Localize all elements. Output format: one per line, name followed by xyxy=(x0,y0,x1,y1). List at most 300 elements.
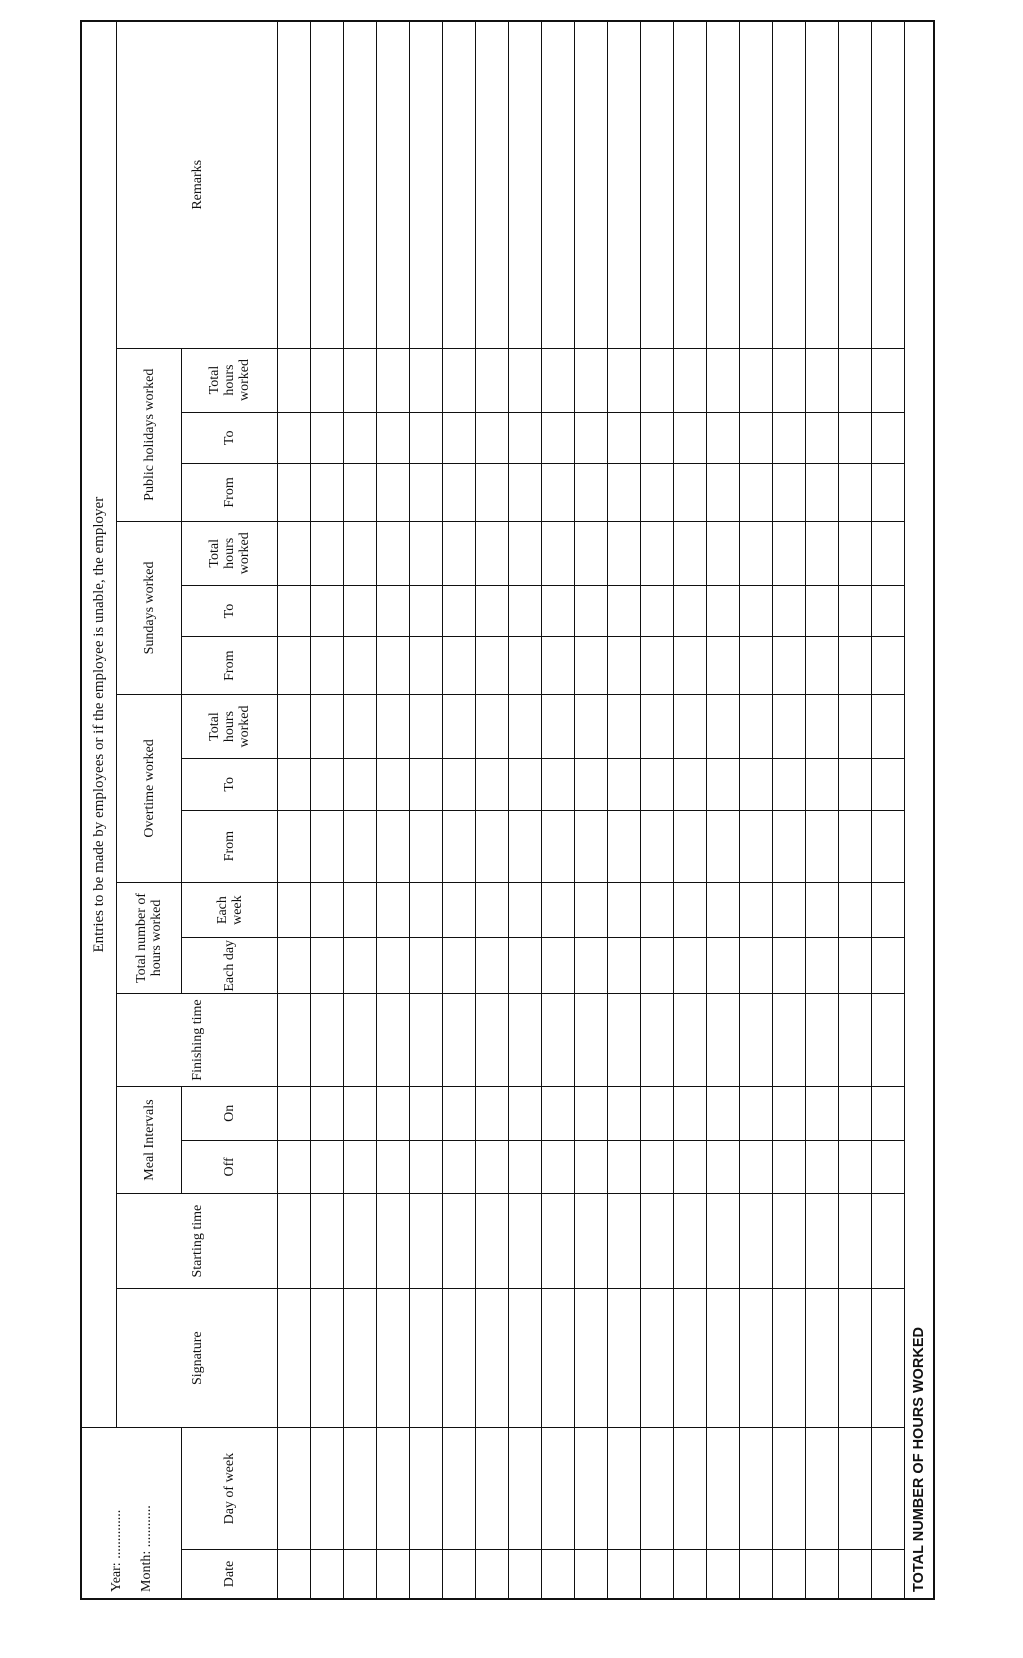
entry-cell[interactable] xyxy=(542,1140,575,1194)
entry-cell[interactable] xyxy=(872,994,905,1087)
entry-cell[interactable] xyxy=(344,1289,377,1428)
entry-cell[interactable] xyxy=(377,1194,410,1289)
entry-cell[interactable] xyxy=(608,348,641,412)
entry-cell[interactable] xyxy=(443,1086,476,1140)
entry-cell[interactable] xyxy=(773,464,806,522)
entry-cell[interactable] xyxy=(674,585,707,637)
entry-cell[interactable] xyxy=(641,412,674,464)
entry-cell[interactable] xyxy=(806,882,839,938)
entry-cell[interactable] xyxy=(608,637,641,695)
entry-cell[interactable] xyxy=(410,695,443,759)
entry-cell[interactable] xyxy=(377,1428,410,1550)
entry-cell[interactable] xyxy=(476,759,509,811)
entry-cell[interactable] xyxy=(740,348,773,412)
entry-cell[interactable] xyxy=(872,21,905,348)
entry-cell[interactable] xyxy=(839,348,872,412)
entry-cell[interactable] xyxy=(509,994,542,1087)
entry-cell[interactable] xyxy=(641,1086,674,1140)
entry-cell[interactable] xyxy=(377,348,410,412)
entry-cell[interactable] xyxy=(608,521,641,585)
entry-cell[interactable] xyxy=(575,1194,608,1289)
entry-cell[interactable] xyxy=(575,938,608,994)
entry-cell[interactable] xyxy=(872,1140,905,1194)
entry-cell[interactable] xyxy=(608,810,641,882)
entry-cell[interactable] xyxy=(707,21,740,348)
entry-cell[interactable] xyxy=(311,464,344,522)
entry-cell[interactable] xyxy=(839,1428,872,1550)
entry-cell[interactable] xyxy=(674,695,707,759)
entry-cell[interactable] xyxy=(476,348,509,412)
entry-cell[interactable] xyxy=(575,1550,608,1600)
entry-cell[interactable] xyxy=(344,585,377,637)
entry-cell[interactable] xyxy=(839,994,872,1087)
entry-cell[interactable] xyxy=(311,637,344,695)
entry-cell[interactable] xyxy=(839,1140,872,1194)
entry-cell[interactable] xyxy=(278,412,311,464)
entry-cell[interactable] xyxy=(311,810,344,882)
entry-cell[interactable] xyxy=(707,637,740,695)
entry-cell[interactable] xyxy=(476,1289,509,1428)
entry-cell[interactable] xyxy=(806,1140,839,1194)
entry-cell[interactable] xyxy=(641,1550,674,1600)
entry-cell[interactable] xyxy=(806,695,839,759)
entry-cell[interactable] xyxy=(575,994,608,1087)
entry-cell[interactable] xyxy=(839,1086,872,1140)
entry-cell[interactable] xyxy=(773,1550,806,1600)
entry-cell[interactable] xyxy=(641,882,674,938)
entry-cell[interactable] xyxy=(839,882,872,938)
entry-cell[interactable] xyxy=(707,938,740,994)
entry-cell[interactable] xyxy=(608,938,641,994)
entry-cell[interactable] xyxy=(509,1140,542,1194)
entry-cell[interactable] xyxy=(839,759,872,811)
entry-cell[interactable] xyxy=(542,521,575,585)
entry-cell[interactable] xyxy=(443,1428,476,1550)
entry-cell[interactable] xyxy=(773,1194,806,1289)
entry-cell[interactable] xyxy=(542,994,575,1087)
entry-cell[interactable] xyxy=(641,938,674,994)
entry-cell[interactable] xyxy=(575,464,608,522)
entry-cell[interactable] xyxy=(377,637,410,695)
entry-cell[interactable] xyxy=(542,637,575,695)
entry-cell[interactable] xyxy=(773,1428,806,1550)
entry-cell[interactable] xyxy=(641,1428,674,1550)
entry-cell[interactable] xyxy=(377,810,410,882)
entry-cell[interactable] xyxy=(872,759,905,811)
entry-cell[interactable] xyxy=(707,695,740,759)
entry-cell[interactable] xyxy=(707,521,740,585)
entry-cell[interactable] xyxy=(806,810,839,882)
entry-cell[interactable] xyxy=(509,938,542,994)
entry-cell[interactable] xyxy=(872,938,905,994)
entry-cell[interactable] xyxy=(674,994,707,1087)
entry-cell[interactable] xyxy=(575,1289,608,1428)
entry-cell[interactable] xyxy=(707,1086,740,1140)
entry-cell[interactable] xyxy=(377,1140,410,1194)
entry-cell[interactable] xyxy=(377,1289,410,1428)
entry-cell[interactable] xyxy=(608,882,641,938)
entry-cell[interactable] xyxy=(410,348,443,412)
entry-cell[interactable] xyxy=(377,994,410,1087)
entry-cell[interactable] xyxy=(278,759,311,811)
entry-cell[interactable] xyxy=(509,585,542,637)
entry-cell[interactable] xyxy=(278,1289,311,1428)
entry-cell[interactable] xyxy=(674,759,707,811)
entry-cell[interactable] xyxy=(344,464,377,522)
entry-cell[interactable] xyxy=(410,585,443,637)
entry-cell[interactable] xyxy=(476,938,509,994)
entry-cell[interactable] xyxy=(773,759,806,811)
entry-cell[interactable] xyxy=(740,521,773,585)
entry-cell[interactable] xyxy=(575,585,608,637)
entry-cell[interactable] xyxy=(641,521,674,585)
entry-cell[interactable] xyxy=(410,637,443,695)
entry-cell[interactable] xyxy=(707,1550,740,1600)
entry-cell[interactable] xyxy=(542,810,575,882)
entry-cell[interactable] xyxy=(476,521,509,585)
entry-cell[interactable] xyxy=(773,348,806,412)
entry-cell[interactable] xyxy=(575,348,608,412)
entry-cell[interactable] xyxy=(278,521,311,585)
entry-cell[interactable] xyxy=(773,810,806,882)
entry-cell[interactable] xyxy=(509,810,542,882)
entry-cell[interactable] xyxy=(278,695,311,759)
entry-cell[interactable] xyxy=(542,1550,575,1600)
entry-cell[interactable] xyxy=(344,521,377,585)
entry-cell[interactable] xyxy=(311,1140,344,1194)
entry-cell[interactable] xyxy=(443,882,476,938)
entry-cell[interactable] xyxy=(542,21,575,348)
entry-cell[interactable] xyxy=(476,1428,509,1550)
entry-cell[interactable] xyxy=(509,759,542,811)
entry-cell[interactable] xyxy=(443,21,476,348)
entry-cell[interactable] xyxy=(839,938,872,994)
entry-cell[interactable] xyxy=(344,1086,377,1140)
entry-cell[interactable] xyxy=(377,882,410,938)
entry-cell[interactable] xyxy=(806,1428,839,1550)
entry-cell[interactable] xyxy=(839,1194,872,1289)
entry-cell[interactable] xyxy=(443,585,476,637)
entry-cell[interactable] xyxy=(476,1550,509,1600)
entry-cell[interactable] xyxy=(608,585,641,637)
entry-cell[interactable] xyxy=(344,994,377,1087)
entry-cell[interactable] xyxy=(278,348,311,412)
entry-cell[interactable] xyxy=(674,21,707,348)
entry-cell[interactable] xyxy=(377,464,410,522)
entry-cell[interactable] xyxy=(773,1289,806,1428)
entry-cell[interactable] xyxy=(410,994,443,1087)
entry-cell[interactable] xyxy=(839,1550,872,1600)
entry-cell[interactable] xyxy=(608,1086,641,1140)
entry-cell[interactable] xyxy=(278,585,311,637)
entry-cell[interactable] xyxy=(509,1289,542,1428)
entry-cell[interactable] xyxy=(476,882,509,938)
entry-cell[interactable] xyxy=(740,938,773,994)
entry-cell[interactable] xyxy=(839,695,872,759)
entry-cell[interactable] xyxy=(641,21,674,348)
entry-cell[interactable] xyxy=(377,412,410,464)
entry-cell[interactable] xyxy=(707,1428,740,1550)
entry-cell[interactable] xyxy=(674,810,707,882)
entry-cell[interactable] xyxy=(542,938,575,994)
entry-cell[interactable] xyxy=(707,412,740,464)
entry-cell[interactable] xyxy=(608,464,641,522)
entry-cell[interactable] xyxy=(311,348,344,412)
entry-cell[interactable] xyxy=(410,464,443,522)
entry-cell[interactable] xyxy=(872,695,905,759)
entry-cell[interactable] xyxy=(872,585,905,637)
entry-cell[interactable] xyxy=(608,1289,641,1428)
entry-cell[interactable] xyxy=(839,1289,872,1428)
entry-cell[interactable] xyxy=(443,464,476,522)
entry-cell[interactable] xyxy=(476,21,509,348)
entry-cell[interactable] xyxy=(773,994,806,1087)
entry-cell[interactable] xyxy=(443,994,476,1087)
entry-cell[interactable] xyxy=(641,1140,674,1194)
month-field[interactable]: Month: ............ xyxy=(138,1505,154,1592)
entry-cell[interactable] xyxy=(311,1086,344,1140)
entry-cell[interactable] xyxy=(410,1086,443,1140)
entry-cell[interactable] xyxy=(575,521,608,585)
entry-cell[interactable] xyxy=(542,464,575,522)
entry-cell[interactable] xyxy=(674,1289,707,1428)
entry-cell[interactable] xyxy=(806,1289,839,1428)
entry-cell[interactable] xyxy=(509,464,542,522)
entry-cell[interactable] xyxy=(311,585,344,637)
entry-cell[interactable] xyxy=(542,1428,575,1550)
entry-cell[interactable] xyxy=(377,938,410,994)
entry-cell[interactable] xyxy=(674,464,707,522)
entry-cell[interactable] xyxy=(707,810,740,882)
entry-cell[interactable] xyxy=(575,695,608,759)
entry-cell[interactable] xyxy=(542,348,575,412)
entry-cell[interactable] xyxy=(707,882,740,938)
entry-cell[interactable] xyxy=(344,637,377,695)
entry-cell[interactable] xyxy=(740,695,773,759)
entry-cell[interactable] xyxy=(773,695,806,759)
entry-cell[interactable] xyxy=(740,637,773,695)
entry-cell[interactable] xyxy=(542,412,575,464)
entry-cell[interactable] xyxy=(410,1194,443,1289)
entry-cell[interactable] xyxy=(872,1428,905,1550)
entry-cell[interactable] xyxy=(641,585,674,637)
entry-cell[interactable] xyxy=(806,1194,839,1289)
entry-cell[interactable] xyxy=(608,412,641,464)
entry-cell[interactable] xyxy=(311,412,344,464)
entry-cell[interactable] xyxy=(707,1194,740,1289)
entry-cell[interactable] xyxy=(872,521,905,585)
entry-cell[interactable] xyxy=(641,464,674,522)
entry-cell[interactable] xyxy=(806,412,839,464)
entry-cell[interactable] xyxy=(641,1289,674,1428)
entry-cell[interactable] xyxy=(476,1194,509,1289)
entry-cell[interactable] xyxy=(443,412,476,464)
entry-cell[interactable] xyxy=(344,412,377,464)
entry-cell[interactable] xyxy=(740,1194,773,1289)
entry-cell[interactable] xyxy=(773,1140,806,1194)
entry-cell[interactable] xyxy=(773,21,806,348)
entry-cell[interactable] xyxy=(410,759,443,811)
entry-cell[interactable] xyxy=(707,1289,740,1428)
entry-cell[interactable] xyxy=(839,637,872,695)
entry-cell[interactable] xyxy=(806,759,839,811)
entry-cell[interactable] xyxy=(773,521,806,585)
entry-cell[interactable] xyxy=(311,521,344,585)
entry-cell[interactable] xyxy=(740,1550,773,1600)
entry-cell[interactable] xyxy=(278,1550,311,1600)
entry-cell[interactable] xyxy=(839,810,872,882)
entry-cell[interactable] xyxy=(641,994,674,1087)
entry-cell[interactable] xyxy=(278,810,311,882)
entry-cell[interactable] xyxy=(311,994,344,1087)
entry-cell[interactable] xyxy=(641,1194,674,1289)
entry-cell[interactable] xyxy=(872,1550,905,1600)
entry-cell[interactable] xyxy=(740,1428,773,1550)
entry-cell[interactable] xyxy=(509,882,542,938)
entry-cell[interactable] xyxy=(641,759,674,811)
entry-cell[interactable] xyxy=(806,521,839,585)
entry-cell[interactable] xyxy=(773,637,806,695)
entry-cell[interactable] xyxy=(509,521,542,585)
entry-cell[interactable] xyxy=(344,1550,377,1600)
entry-cell[interactable] xyxy=(377,759,410,811)
entry-cell[interactable] xyxy=(806,1086,839,1140)
entry-cell[interactable] xyxy=(344,1194,377,1289)
entry-cell[interactable] xyxy=(311,695,344,759)
entry-cell[interactable] xyxy=(707,464,740,522)
entry-cell[interactable] xyxy=(278,994,311,1087)
entry-cell[interactable] xyxy=(641,348,674,412)
entry-cell[interactable] xyxy=(740,464,773,522)
entry-cell[interactable] xyxy=(806,21,839,348)
entry-cell[interactable] xyxy=(575,1140,608,1194)
entry-cell[interactable] xyxy=(344,1140,377,1194)
entry-cell[interactable] xyxy=(311,1428,344,1550)
entry-cell[interactable] xyxy=(707,348,740,412)
entry-cell[interactable] xyxy=(377,695,410,759)
entry-cell[interactable] xyxy=(575,882,608,938)
entry-cell[interactable] xyxy=(773,1086,806,1140)
entry-cell[interactable] xyxy=(377,1086,410,1140)
entry-cell[interactable] xyxy=(476,464,509,522)
entry-cell[interactable] xyxy=(278,1086,311,1140)
entry-cell[interactable] xyxy=(740,1289,773,1428)
entry-cell[interactable] xyxy=(377,21,410,348)
entry-cell[interactable] xyxy=(344,695,377,759)
entry-cell[interactable] xyxy=(839,464,872,522)
entry-cell[interactable] xyxy=(509,637,542,695)
entry-cell[interactable] xyxy=(476,1086,509,1140)
entry-cell[interactable] xyxy=(476,994,509,1087)
entry-cell[interactable] xyxy=(872,1086,905,1140)
entry-cell[interactable] xyxy=(476,585,509,637)
entry-cell[interactable] xyxy=(773,938,806,994)
entry-cell[interactable] xyxy=(278,637,311,695)
entry-cell[interactable] xyxy=(740,1140,773,1194)
entry-cell[interactable] xyxy=(542,1086,575,1140)
entry-cell[interactable] xyxy=(542,759,575,811)
entry-cell[interactable] xyxy=(608,695,641,759)
entry-cell[interactable] xyxy=(443,348,476,412)
entry-cell[interactable] xyxy=(410,810,443,882)
entry-cell[interactable] xyxy=(443,695,476,759)
entry-cell[interactable] xyxy=(476,412,509,464)
entry-cell[interactable] xyxy=(410,521,443,585)
entry-cell[interactable] xyxy=(311,1550,344,1600)
entry-cell[interactable] xyxy=(278,1194,311,1289)
entry-cell[interactable] xyxy=(509,21,542,348)
entry-cell[interactable] xyxy=(443,521,476,585)
entry-cell[interactable] xyxy=(707,1140,740,1194)
entry-cell[interactable] xyxy=(674,1086,707,1140)
entry-cell[interactable] xyxy=(278,1428,311,1550)
entry-cell[interactable] xyxy=(311,759,344,811)
entry-cell[interactable] xyxy=(674,412,707,464)
entry-cell[interactable] xyxy=(608,1194,641,1289)
entry-cell[interactable] xyxy=(674,882,707,938)
entry-cell[interactable] xyxy=(377,585,410,637)
entry-cell[interactable] xyxy=(707,585,740,637)
entry-cell[interactable] xyxy=(542,882,575,938)
entry-cell[interactable] xyxy=(608,1550,641,1600)
entry-cell[interactable] xyxy=(509,1086,542,1140)
entry-cell[interactable] xyxy=(641,695,674,759)
entry-cell[interactable] xyxy=(839,21,872,348)
year-field[interactable]: Year: .............. xyxy=(108,1509,124,1592)
entry-cell[interactable] xyxy=(806,637,839,695)
entry-cell[interactable] xyxy=(740,21,773,348)
entry-cell[interactable] xyxy=(641,810,674,882)
entry-cell[interactable] xyxy=(872,1289,905,1428)
entry-cell[interactable] xyxy=(674,1140,707,1194)
entry-cell[interactable] xyxy=(311,1289,344,1428)
entry-cell[interactable] xyxy=(509,1550,542,1600)
entry-cell[interactable] xyxy=(311,1194,344,1289)
entry-cell[interactable] xyxy=(410,412,443,464)
entry-cell[interactable] xyxy=(839,585,872,637)
entry-cell[interactable] xyxy=(410,938,443,994)
entry-cell[interactable] xyxy=(872,810,905,882)
entry-cell[interactable] xyxy=(377,521,410,585)
entry-cell[interactable] xyxy=(344,21,377,348)
entry-cell[interactable] xyxy=(608,994,641,1087)
entry-cell[interactable] xyxy=(806,1550,839,1600)
entry-cell[interactable] xyxy=(377,1550,410,1600)
entry-cell[interactable] xyxy=(542,1289,575,1428)
entry-cell[interactable] xyxy=(872,882,905,938)
entry-cell[interactable] xyxy=(542,1194,575,1289)
entry-cell[interactable] xyxy=(278,21,311,348)
entry-cell[interactable] xyxy=(674,1194,707,1289)
entry-cell[interactable] xyxy=(278,882,311,938)
entry-cell[interactable] xyxy=(542,585,575,637)
entry-cell[interactable] xyxy=(608,1428,641,1550)
entry-cell[interactable] xyxy=(674,1550,707,1600)
entry-cell[interactable] xyxy=(806,938,839,994)
entry-cell[interactable] xyxy=(509,1194,542,1289)
entry-cell[interactable] xyxy=(674,637,707,695)
entry-cell[interactable] xyxy=(707,759,740,811)
entry-cell[interactable] xyxy=(707,994,740,1087)
entry-cell[interactable] xyxy=(740,994,773,1087)
entry-cell[interactable] xyxy=(410,1289,443,1428)
entry-cell[interactable] xyxy=(608,21,641,348)
entry-cell[interactable] xyxy=(476,695,509,759)
entry-cell[interactable] xyxy=(509,695,542,759)
entry-cell[interactable] xyxy=(839,521,872,585)
entry-cell[interactable] xyxy=(608,759,641,811)
entry-cell[interactable] xyxy=(674,938,707,994)
